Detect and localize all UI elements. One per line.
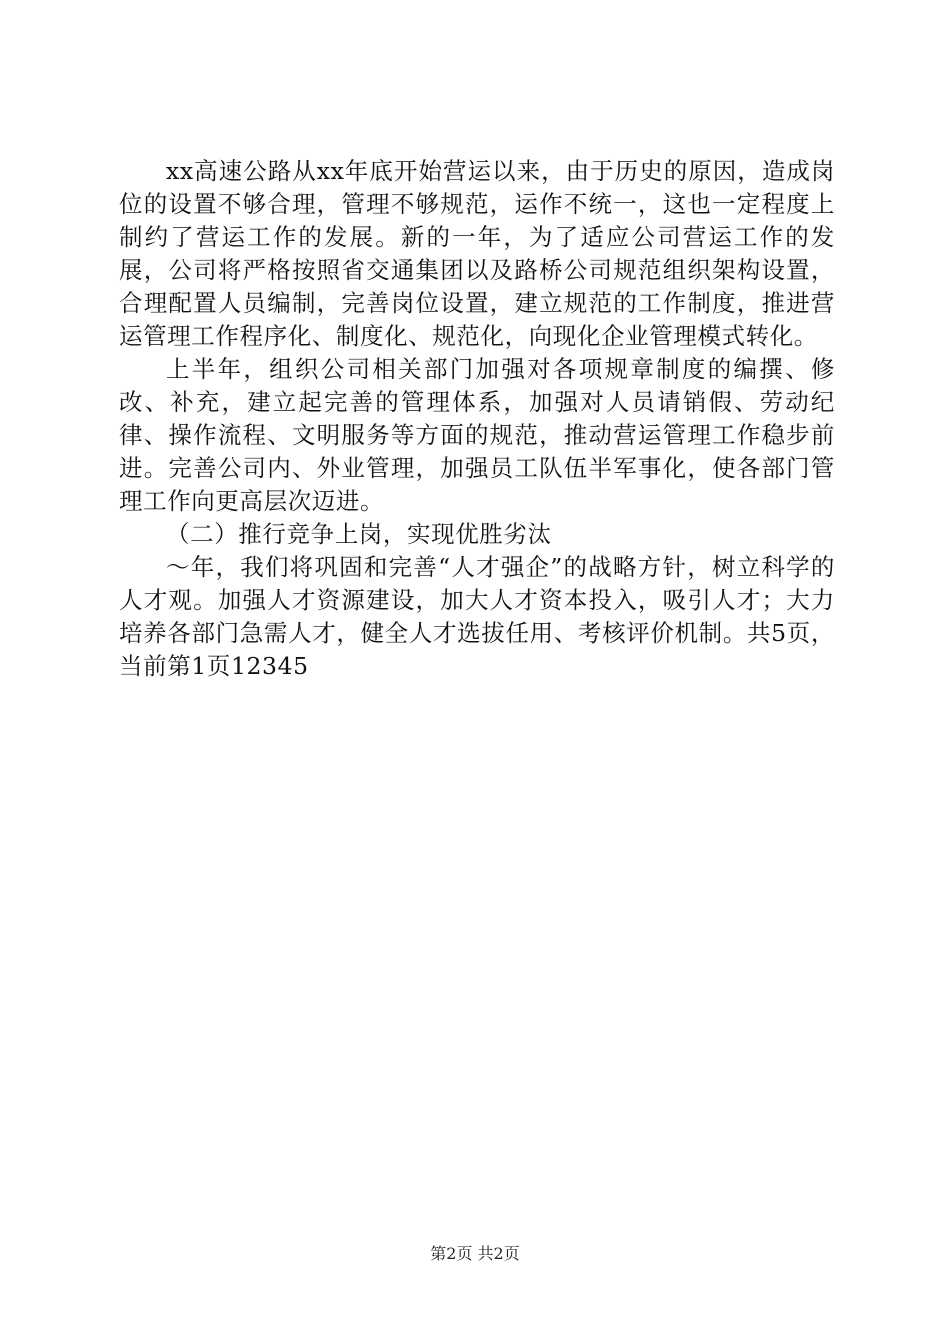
page-footer: 第2页 共2页 — [430, 1244, 520, 1263]
paragraph-first-half-year: 上半年，组织公司相关部门加强对各项规章制度的编撰、修改、补充，建立起完善的管理体系，加强对人员请销假、劳动纪律、操作流程、文明服务等方面的规范，推动营运管理工作稳步前进。完善公司内、外业管理，加强员工队伍半军事化，使各部门管理工作向更高层次迈进。 — [119, 355, 835, 515]
section-heading-competition: （二）推行竞争上岗，实现优胜劣汰 — [166, 520, 552, 548]
paragraph-talent-strategy: ～年，我们将巩固和完善“人才强企”的战略方针，树立科学的人才观。加强人才资源建设，加大人才资本投入，吸引人才；大力培养各部门急需人才，健全人才选拔任用、考核评价机制。共5页，当前第1页12345 — [119, 553, 835, 680]
document-body — [119, 155, 835, 683]
paragraph-operations-intro: xx高速公路从xx年底开始营运以来，由于历史的原因，造成岗位的设置不够合理，管理不够规范，运作不统一，这也一定程度上制约了营运工作的发展。新的一年，为了适应公司营运工作的发展，公司将严格按照省交通集团以及路桥公司规范组织架构设置，合理配置人员编制，完善岗位设置，建立规范的工作制度，推进营运管理工作程序化、制度化、规范化，向现化企业管理模式转化。 — [119, 157, 835, 350]
